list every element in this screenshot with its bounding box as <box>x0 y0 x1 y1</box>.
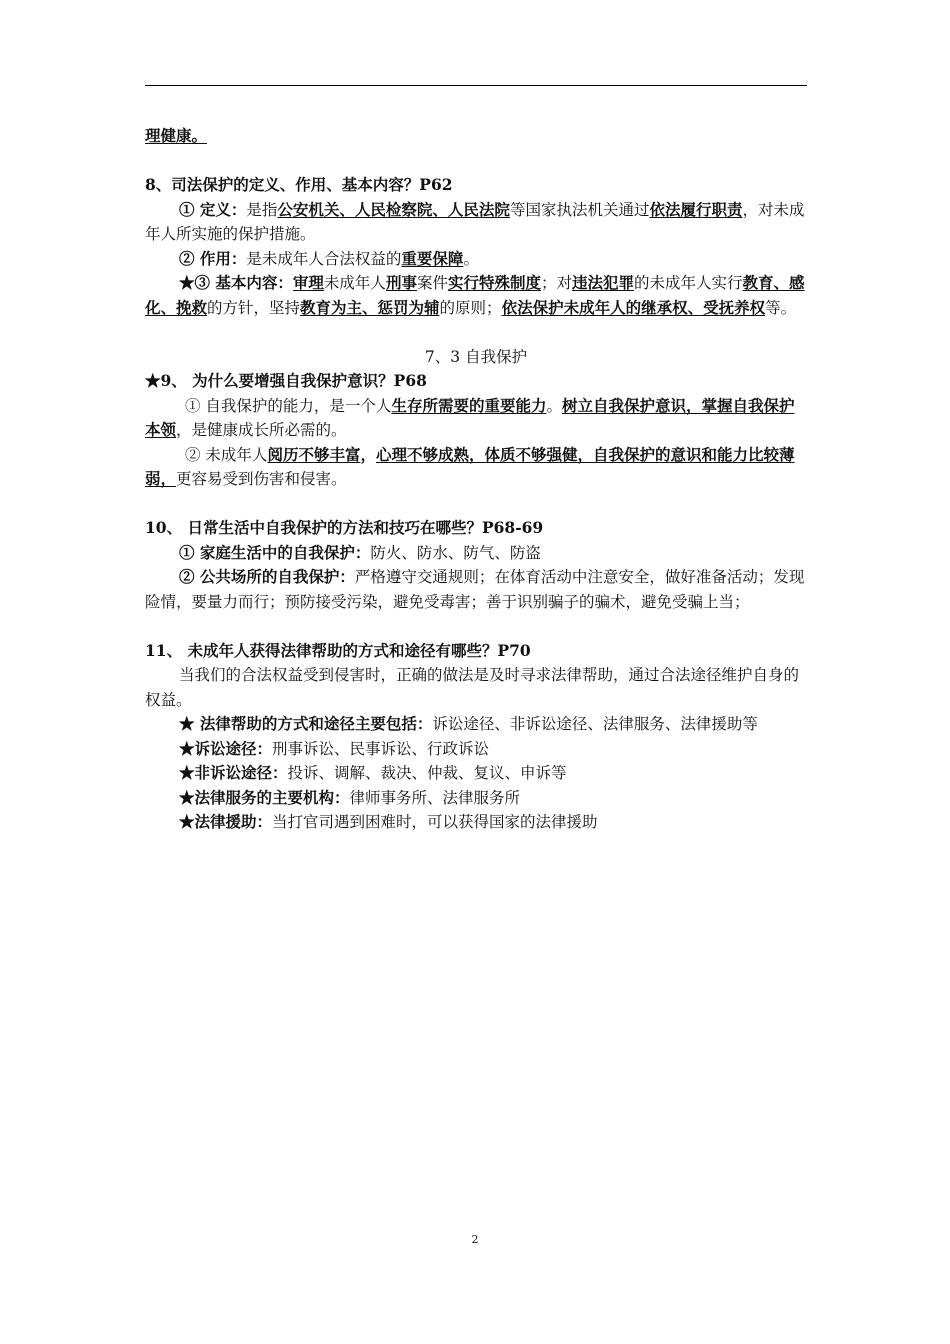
q11-non-litigation: ★非诉讼途径：投诉、调解、裁决、仲裁、复议、申诉等 <box>179 763 567 782</box>
section-heading: 7、3 自我保护 <box>424 347 528 366</box>
continued-text: 理健康。 <box>145 126 208 145</box>
q11-intro: 当我们的合法权益受到侵害时，正确的做法是及时寻求法律帮助，通过合法途径维护自身的权益。 <box>145 666 800 709</box>
q8-role: ② 作用：是未成年人合法权益的重要保障。 <box>179 248 479 268</box>
q9-point-1: ① 自我保护的能力，是一个人生存所需要的重要能力。树立自我保护意识，掌握自我保护本领，是健康成长所必需的。 <box>145 395 795 439</box>
q10-public: ② 公共场所的自我保护：严格遵守交通规则；在体育活动中注意安全，做好准备活动；发现险情，要量力而行；预防接受污染，避免受毒害；善于识别骗子的骗术，避免受骗上当； <box>145 567 805 611</box>
question-11-title: 11、 未成年人获得法律帮助的方式和途径有哪些？P70 <box>145 640 531 660</box>
q8-definition: ① 定义：是指公安机关、人民检察院、人民法院等国家执法机关通过依法履行职责，对未成年人所实施的保护措施。 <box>145 199 805 243</box>
q11-legal-service: ★法律服务的主要机构：律师事务所、法律服务所 <box>179 787 521 807</box>
header-rule <box>145 85 807 86</box>
q11-legal-aid: ★法律援助：当打官司遇到困难时，可以获得国家的法律援助 <box>179 812 598 831</box>
q9-point-2: ② 未成年人阅历不够丰富，心理不够成熟，体质不够强健，自我保护的意识和能力比较薄弱，更容易受到伤害和侵害。 <box>145 444 795 488</box>
q10-home: ① 家庭生活中的自我保护：防火、防水、防气、防盗 <box>179 542 541 562</box>
q8-basic-content: ★③ 基本内容：审理未成年人刑事案件实行特殊制度；对违法犯罪的未成年人实行教育、感化、挽救的方针，坚持教育为主、惩罚为辅的原则；依法保护未成年人的继承权、受抚养权等。 <box>145 273 805 317</box>
question-10-title: 10、 日常生活中自我保护的方法和技巧在哪些？P68-69 <box>145 518 544 537</box>
q11-main: ★ 法律帮助的方式和途径主要包括：诉讼途径、非诉讼途径、法律服务、法律援助等 <box>179 714 758 733</box>
page-number: 2 <box>471 1233 479 1246</box>
q11-litigation: ★诉讼途径：刑事诉讼、民事诉讼、行政诉讼 <box>179 738 490 758</box>
question-8-title: 8、司法保护的定义、作用、基本内容？P62 <box>145 175 453 194</box>
question-9-title: ★9、 为什么要增强自我保护意识？P68 <box>145 371 427 390</box>
document-body <box>145 124 807 835</box>
